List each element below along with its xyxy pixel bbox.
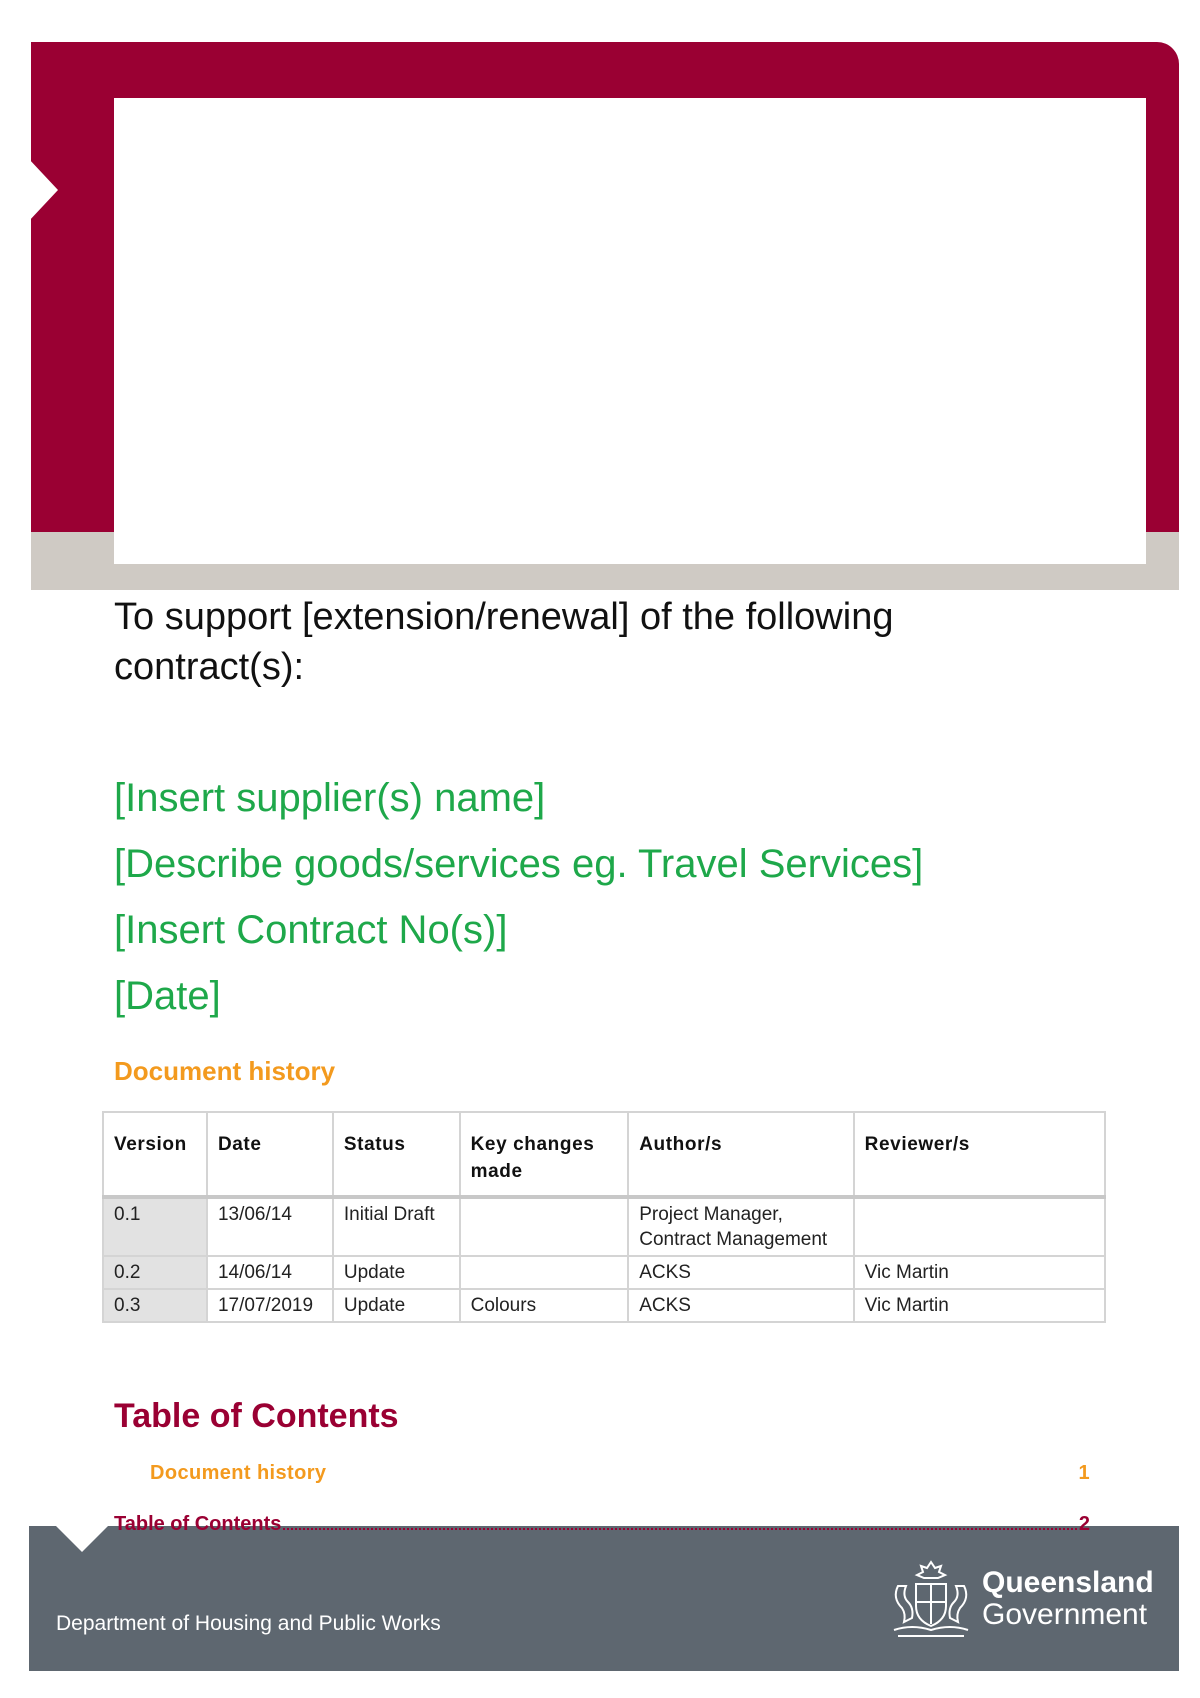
cell-author: ACKS <box>628 1256 853 1289</box>
column-header-changes: Key changes made <box>460 1112 629 1197</box>
toc-entry-table-of-contents[interactable] <box>114 1513 1090 1536</box>
toc-entry-label: Document history <box>150 1462 327 1484</box>
cell-changes <box>460 1256 629 1289</box>
cell-version: 0.3 <box>103 1289 207 1322</box>
toc-heading: Table of Contents <box>114 1397 399 1435</box>
cell-changes <box>460 1197 629 1256</box>
cell-version: 0.1 <box>103 1197 207 1256</box>
document-history-table <box>102 1111 1106 1323</box>
page-margin <box>0 42 31 590</box>
cell-status: Initial Draft <box>333 1197 460 1256</box>
toc-entry-page: 2 <box>1078 1513 1090 1535</box>
department-name: Department of Housing and Public Works <box>56 1612 441 1635</box>
toc-dot-leader <box>283 1528 1076 1530</box>
table-row <box>103 1197 1105 1256</box>
column-header-authors: Author/s <box>628 1112 853 1197</box>
goods-placeholder: [Describe goods/services eg. Travel Services] <box>114 842 924 886</box>
toc-entry-page: 1 <box>1078 1462 1090 1484</box>
table-row <box>103 1289 1105 1322</box>
logo-wordmark <box>982 1567 1154 1631</box>
cell-date: 17/07/2019 <box>207 1289 333 1322</box>
column-header-date: Date <box>207 1112 333 1197</box>
cell-author: Project Manager, Contract Management <box>628 1197 853 1256</box>
cell-reviewer <box>854 1197 1105 1256</box>
cell-reviewer: Vic Martin <box>854 1289 1105 1322</box>
logo-line-queensland: Queensland <box>982 1566 1154 1599</box>
queensland-government-logo <box>886 1556 1154 1642</box>
coat-of-arms-icon <box>886 1556 976 1642</box>
column-header-status: Status <box>333 1112 460 1197</box>
column-header-reviewers: Reviewer/s <box>854 1112 1105 1197</box>
cell-author: ACKS <box>628 1289 853 1322</box>
toc-entry-label: Table of Contents <box>114 1513 282 1535</box>
cell-status: Update <box>333 1256 460 1289</box>
cell-date: 14/06/14 <box>207 1256 333 1289</box>
date-placeholder: [Date] <box>114 974 221 1018</box>
cell-changes: Colours <box>460 1289 629 1322</box>
title-box <box>114 98 1146 564</box>
table-header-row <box>103 1112 1105 1197</box>
cell-reviewer: Vic Martin <box>854 1256 1105 1289</box>
toc-entry-document-history[interactable] <box>150 1462 1090 1485</box>
cell-status: Update <box>333 1289 460 1322</box>
logo-line-government: Government <box>982 1598 1148 1631</box>
column-header-version: Version <box>103 1112 207 1197</box>
cell-version: 0.2 <box>103 1256 207 1289</box>
footer-notch <box>56 1526 108 1552</box>
table-row <box>103 1256 1105 1289</box>
contract-number-placeholder: [Insert Contract No(s)] <box>114 908 508 952</box>
banner-notch <box>28 158 58 222</box>
cover-intro: To support [extension/renewal] of the following contract(s): <box>114 596 894 688</box>
document-history-heading: Document history <box>114 1056 336 1086</box>
supplier-placeholder: [Insert supplier(s) name] <box>114 776 546 820</box>
cell-date: 13/06/14 <box>207 1197 333 1256</box>
